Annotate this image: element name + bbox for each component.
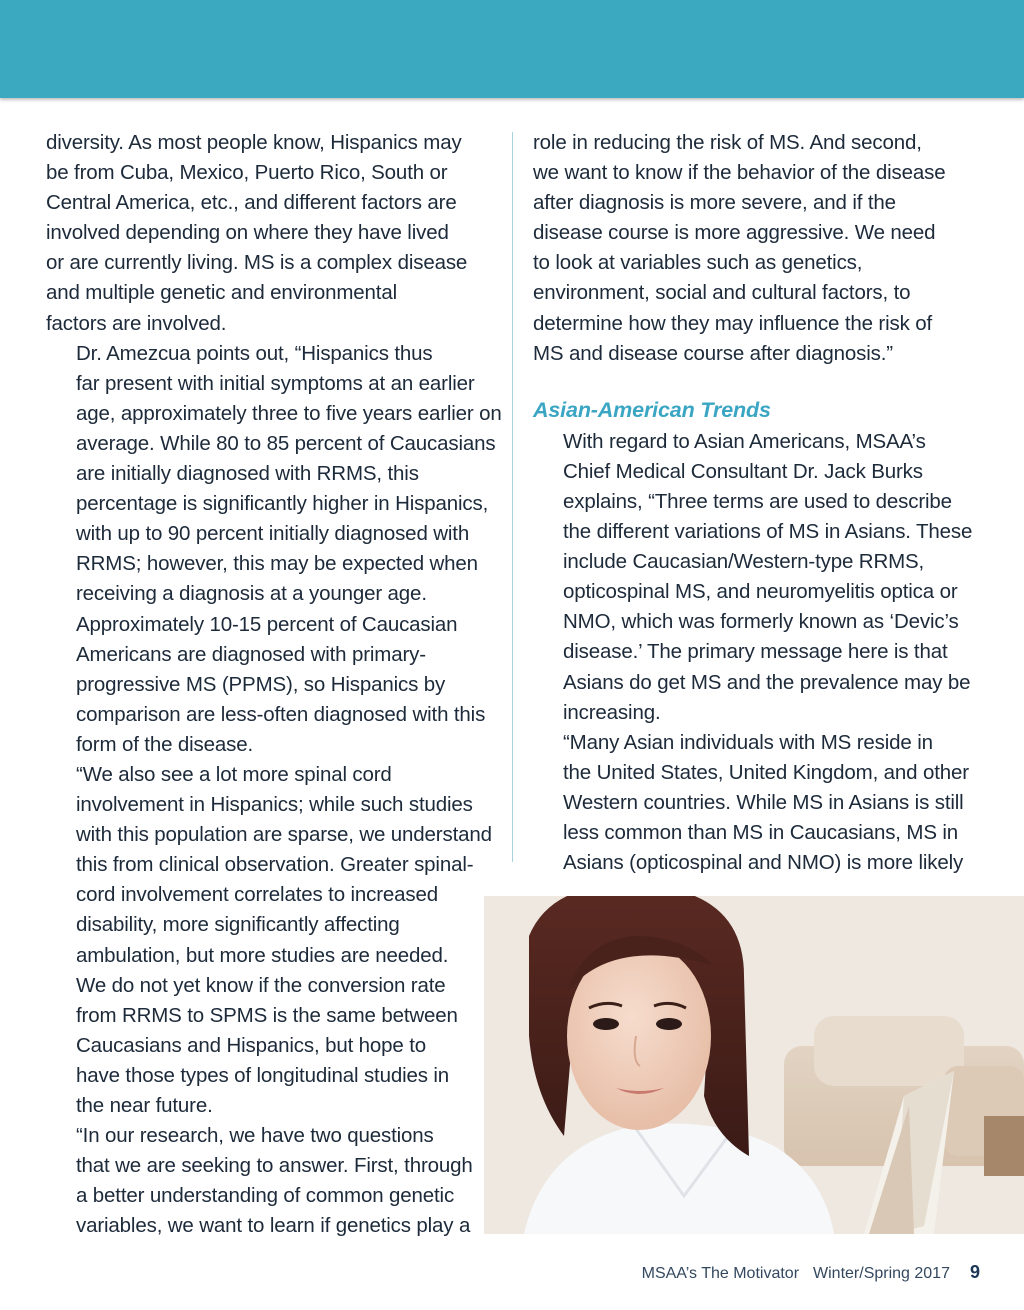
text-line: environment, social and cultural factors, to [533, 281, 911, 305]
text-line: Asians do get MS and the prevalence may be [563, 670, 971, 694]
text-line: far present with initial symptoms at an earlier [76, 371, 475, 395]
paragraph [46, 128, 496, 339]
text-line: Western countries. While MS in Asians is still [563, 790, 964, 814]
issue-label: Winter/Spring 2017 [813, 1265, 950, 1282]
text-line: RRMS; however, this may be expected when [76, 552, 478, 576]
text-line: include Caucasian/Western-type RRMS, [563, 550, 925, 574]
paragraph [533, 128, 979, 369]
text-line: form of the disease. [76, 732, 254, 756]
text-line: “We also see a lot more spinal cord [76, 762, 392, 786]
text-line: diversity. As most people know, Hispanics may [46, 131, 462, 154]
text-line: Approximately 10-15 percent of Caucasian [76, 612, 458, 636]
article-column-left [46, 128, 502, 1241]
text-line: ambulation, but more studies are needed. [76, 943, 449, 967]
text-line: we want to know if the behavior of the disease [533, 161, 946, 185]
text-line: role in reducing the risk of MS. And second, [533, 131, 922, 154]
text-line: or are currently living. MS is a complex disease [46, 251, 468, 275]
text-line: We do not yet know if the conversion rate [76, 973, 446, 997]
text-line: receiving a diagnosis at a younger age. [76, 582, 427, 606]
text-line: average. While 80 to 85 percent of Caucasians [76, 431, 496, 455]
page-footer [560, 1262, 980, 1286]
text-line: percentage is significantly higher in Hispanics, [76, 492, 489, 516]
text-line: involved depending on where they have lived [46, 221, 449, 245]
text-line: disease course is more aggressive. We need [533, 221, 936, 245]
text-line: opticospinal MS, and neuromyelitis optica or [563, 580, 958, 604]
text-line: and multiple genetic and environmental [46, 281, 397, 305]
text-line: after diagnosis is more severe, and if the [533, 191, 896, 215]
paragraph [533, 427, 979, 728]
text-line: Caucasians and Hispanics, but hope to [76, 1033, 427, 1057]
text-line: with up to 90 percent initially diagnosed with [76, 522, 470, 546]
text-line: variables, we want to learn if genetics play a [76, 1214, 471, 1238]
text-line: MS and disease course after diagnosis.” [533, 341, 893, 365]
text-line: determine how they may influence the risk of [533, 311, 933, 335]
text-line: explains, “Three terms are used to describe [563, 489, 952, 513]
text-line: NMO, which was formerly known as ‘Devic’s [563, 610, 959, 634]
paragraph [533, 728, 979, 878]
paragraph [46, 1121, 496, 1241]
text-line: from RRMS to SPMS is the same between [76, 1003, 458, 1027]
text-line: be from Cuba, Mexico, Puerto Rico, South or [46, 161, 448, 185]
text-line: have those types of longitudinal studies in [76, 1063, 450, 1087]
text-line: the near future. [76, 1094, 213, 1117]
text-line: “Many Asian individuals with MS reside in [563, 730, 933, 754]
text-line: age, approximately three to five years earlier on [76, 401, 502, 425]
page-number: 9 [969, 1262, 980, 1282]
text-line: comparison are less-often diagnosed with this [76, 702, 486, 726]
text-line: Dr. Amezcua points out, “Hispanics thus [76, 341, 433, 365]
text-line: factors are involved. [46, 311, 227, 335]
section-heading: Asian-American Trends [533, 397, 771, 422]
text-line: this from clinical observation. Greater spinal- [76, 853, 474, 877]
text-line: less common than MS in Caucasians, MS in [563, 820, 959, 844]
text-line: disability, more significantly affecting [76, 913, 400, 937]
woman-reading-photo [484, 896, 1024, 1234]
text-line: to look at variables such as genetics, [533, 251, 863, 275]
text-line: increasing. [563, 700, 661, 724]
paragraph [46, 339, 502, 760]
text-line: are initially diagnosed with RRMS, this [76, 462, 419, 486]
text-line: a better understanding of common genetic [76, 1184, 455, 1208]
paragraph [46, 760, 496, 1121]
text-line: Americans are diagnosed with primary- [76, 642, 426, 666]
text-line: the United States, United Kingdom, and other [563, 760, 969, 784]
text-line: involvement in Hispanics; while such studies [76, 793, 473, 817]
article-column-right [533, 128, 979, 878]
column-divider [512, 132, 513, 862]
text-line: “In our research, we have two questions [76, 1124, 434, 1148]
text-line: cord involvement correlates to increased [76, 883, 439, 907]
publication-name: MSAA’s The Motivator [641, 1265, 800, 1282]
text-line: disease.’ The primary message here is that [563, 640, 948, 664]
header-band [0, 0, 1024, 98]
text-line: Chief Medical Consultant Dr. Jack Burks [563, 459, 923, 483]
text-line: With regard to Asian Americans, MSAA’s [563, 429, 926, 453]
text-line: that we are seeking to answer. First, through [76, 1154, 473, 1178]
text-line: Central America, etc., and different factors are [46, 191, 457, 215]
text-line: progressive MS (PPMS), so Hispanics by [76, 672, 446, 696]
text-line: with this population are sparse, we understand [76, 823, 492, 847]
text-line: the different variations of MS in Asians. These [563, 520, 973, 544]
text-line: Asians (opticospinal and NMO) is more likely [563, 851, 964, 875]
